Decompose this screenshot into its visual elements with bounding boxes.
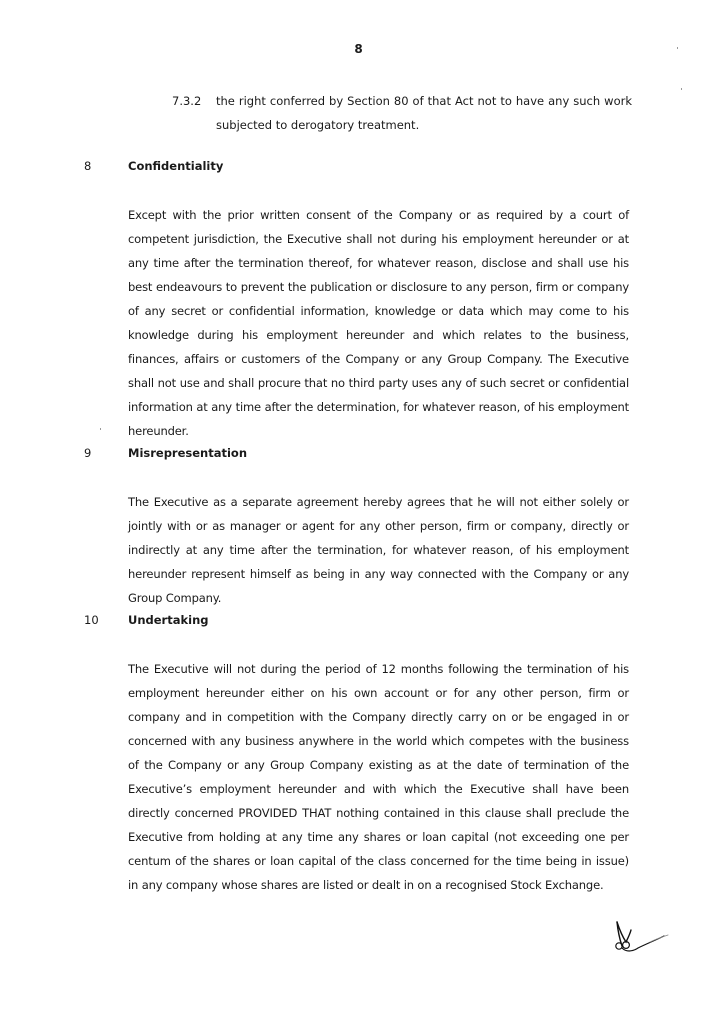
section-number: 9: [84, 446, 92, 460]
clause-text: the right conferred by Section 80 of that Act not to have any such work subjected to derogatory treatment.: [216, 94, 632, 132]
handwritten-initials-icon: [610, 918, 680, 960]
page-number: 8: [354, 42, 363, 56]
scan-speck: [100, 428, 101, 430]
scan-speck: [681, 88, 682, 90]
clause-number: 7.3.2: [172, 94, 202, 108]
section-number: 8: [84, 159, 92, 173]
section-body-confidentiality: Except with the prior written consent of the Company or as required by a court of competent jurisdiction, the Executive shall not during his employment hereunder or at any time after the termination thereof, for whatever reason, disclose and shall use his best endeavours to prevent the publication or disclosure to any person, firm or company of any secret or confidential information, knowledge or data which may come to his knowledge during his employment hereunder and which relates to the business, finances, affairs or customers of the Company or any Group Company. The Executive shall not use and shall procure that no third party uses any of such secret or confidential information at any time after the determination, for whatever reason, of his employment hereunder.: [128, 208, 629, 438]
section-body-misrepresentation: The Executive as a separate agreement hereby agrees that he will not either solely or jointly with or as manager or agent for any other person, firm or company, directly or indirectly at any time after the termination, for whatever reason, of his employment hereunder represent himself as being in any way connected with the Company or any Group Company.: [128, 495, 629, 605]
section-title: Confidentiality: [128, 159, 224, 173]
scan-speck: [677, 47, 678, 49]
section-body-undertaking: The Executive will not during the period of 12 months following the termination of his employment hereunder either on his own account or for any other person, firm or company and in competition with the Company directly carry on or be engaged in or concerned with any business anywhere in the world which competes with the business of the Company or any Group Company existing as at the date of termination of the Executive’s employment hereunder and with which the Executive shall have been directly concerned PROVIDED THAT nothing contained in this clause shall preclude the Executive from holding at any time any shares or loan capital (not exceeding one per centum of the shares or loan capital of the class concerned for the time being in issue) in any company whose shares are listed or dealt in on a recognised Stock Exchange.: [128, 662, 629, 892]
clause-7-3-2: [172, 89, 632, 137]
section-title: Misrepresentation: [128, 446, 248, 460]
section-title: Undertaking: [128, 613, 209, 627]
section-number: 10: [84, 613, 99, 627]
